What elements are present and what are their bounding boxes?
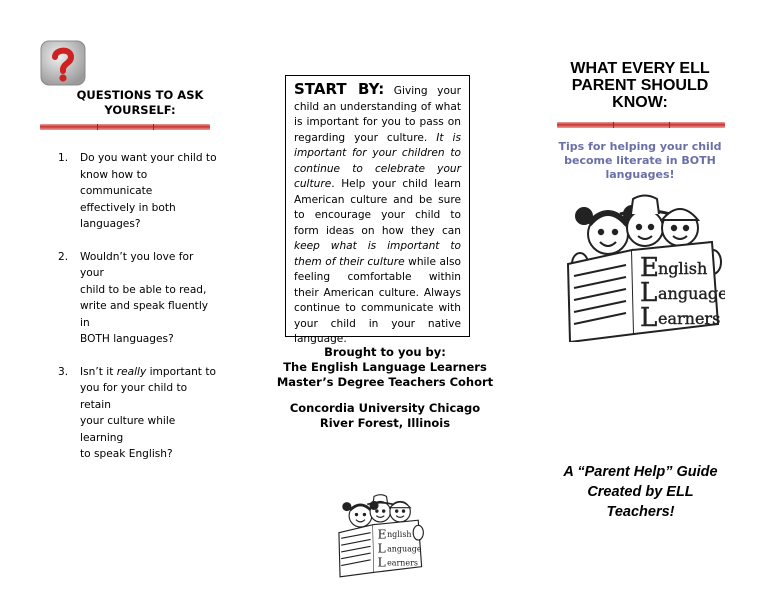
svg-text:nglish: nglish [387, 530, 412, 540]
question-item: 3. Isn’t it really important to you for your child to retain your culture while learning to speak English? [58, 365, 216, 460]
svg-text:E: E [377, 526, 387, 542]
svg-text:anguage: anguage [658, 284, 725, 303]
tips-subtitle: Tips for helping your child become literate in BOTH languages! [558, 140, 722, 181]
questions-list [58, 150, 218, 479]
svg-text:earners: earners [387, 558, 418, 568]
start-by-body: child an understanding of what is important for you to pass on regarding your culture. It is important for your children to continue to celebrate your culture. Help your child learn American culture and be sure to encourage your child to form ideas on how they can keep what is important to them of their culture while also feeling comfortable within their American culture. Always continue to communicate with your child in your native language. [294, 100, 461, 345]
svg-text:L: L [640, 303, 658, 333]
svg-text:L: L [377, 554, 386, 570]
start-by-label: START BY: [294, 80, 385, 98]
questions-heading: QUESTIONS TO ASK YOURSELF: [76, 88, 204, 117]
university-info: Concordia University Chicago River Forest, Illinois [289, 401, 481, 430]
svg-text:L: L [640, 278, 658, 308]
svg-text:E: E [640, 253, 659, 283]
svg-text:L: L [377, 540, 386, 556]
question-mark-icon [40, 40, 86, 86]
svg-text:anguage: anguage [387, 544, 422, 554]
question-item: 2. Wouldn’t you love for your child to be able to read, write and speak fluently in BOTH languages? [58, 250, 209, 345]
brought-to-you-by: Brought to you by: The English Language Learners Master’s Degree Teachers Cohort [276, 345, 494, 389]
children-reading-book-icon [560, 192, 725, 342]
question-item: 1. Do you want your child to know how to communicate effectively in both languages? [58, 152, 217, 230]
red-divider [557, 122, 725, 128]
guide-caption: A “Parent Help” Guide Created by ELL Teachers! [563, 464, 718, 520]
svg-text:earners: earners [658, 309, 721, 328]
children-reading-book-icon [330, 493, 430, 578]
red-divider [40, 124, 210, 130]
page-title: WHAT EVERY ELL PARENT SHOULD KNOW: [570, 60, 710, 111]
svg-text:nglish: nglish [658, 259, 708, 278]
start-by-box: START BY: Giving your child an understanding of what is important for you to pass on regarding your culture. It is important for your children to continue to celebrate your culture. Help your child learn American culture and be sure to encourage your child to form ideas on how they can keep what is important to them of their culture while also feeling comfortable within their American culture. Always continue to communicate with your child in your native language. [285, 75, 470, 337]
